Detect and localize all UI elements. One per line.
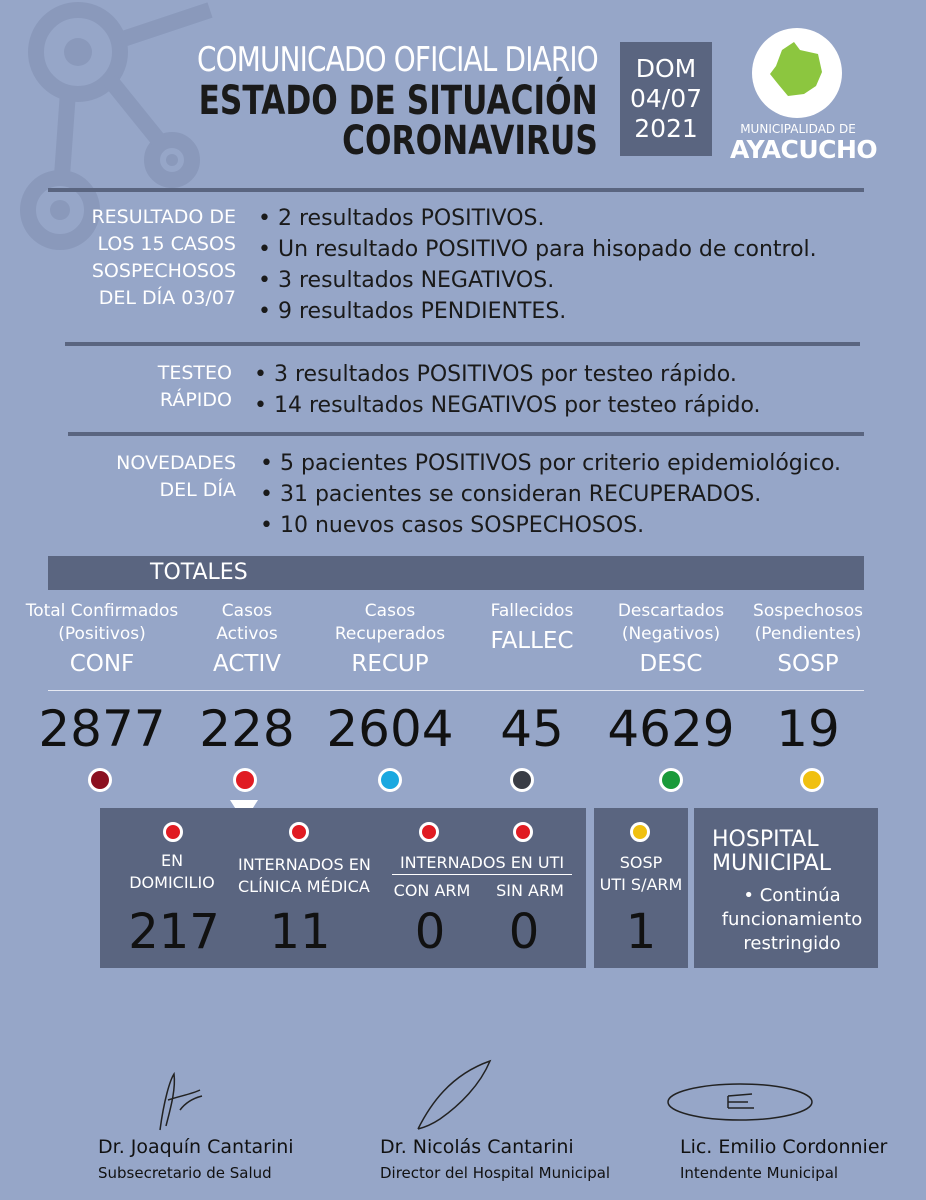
recup-status-dot (378, 768, 402, 792)
total-recup-value: 2604 (326, 700, 454, 758)
activ-status-dot (233, 768, 257, 792)
fallec-status-dot (510, 768, 534, 792)
con-arm-value: 0 (414, 904, 446, 960)
header-line3: CORONAVIRUS (342, 118, 598, 164)
con-arm-dot (419, 822, 439, 842)
desc-status-dot (659, 768, 683, 792)
list-item: • 3 resultados POSITIVOS por testeo rápido. (254, 359, 761, 390)
signature-mark (140, 1060, 220, 1140)
sin-arm-value: 0 (508, 904, 540, 960)
clinica-dot (289, 822, 309, 842)
signature-name-2: Dr. Nicolás Cantarini (380, 1136, 574, 1158)
date-day-month: 04/07 (629, 84, 703, 113)
date-year: 2021 (634, 114, 698, 143)
domicilio-value: 217 (128, 904, 220, 960)
uti-title: INTERNADOS EN UTI (399, 853, 565, 872)
total-activ-header: Casos Activos ACTIV (213, 601, 281, 677)
header-line2: ESTADO DE SITUACIÓN (198, 78, 598, 124)
total-desc-value: 4629 (607, 700, 735, 758)
total-conf-value: 2877 (38, 700, 166, 758)
total-recup-header: Casos Recuperados RECUP (334, 601, 446, 677)
sin-arm-label: SIN ARM (496, 881, 564, 900)
divider (48, 188, 864, 192)
signature-role-3: Intendente Municipal (680, 1164, 839, 1182)
header-line1: COMUNICADO OFICIAL DIARIO (197, 40, 598, 80)
logo-line2: AYACUCHO (730, 135, 878, 164)
section-label-results: RESULTADO DE LOS 15 CASOS SOSPECHOSOS DEL DÍA 03/07 (91, 206, 236, 309)
testeo-list (254, 359, 761, 421)
novedades-list (260, 448, 841, 541)
domicilio-label: EN DOMICILIO (129, 851, 215, 892)
totals-title: TOTALES (150, 560, 248, 585)
list-item: • 3 resultados NEGATIVOS. (258, 265, 817, 296)
divider (65, 342, 860, 346)
total-sosp-header: Sospechosos (Pendientes) SOSP (753, 601, 863, 677)
section-label-novedades: NOVEDADES DEL DÍA (116, 452, 236, 501)
sin-arm-dot (513, 822, 533, 842)
con-arm-label: CON ARM (393, 881, 471, 900)
map-icon (752, 28, 842, 118)
total-sosp-value: 19 (776, 700, 840, 758)
list-item: • 31 pacientes se consideran RECUPERADOS. (260, 479, 841, 510)
total-desc-header: Descartados (Negativos) DESC (617, 601, 725, 677)
logo-line1: MUNICIPALIDAD DE (740, 122, 856, 136)
list-item: • 2 resultados POSITIVOS. (258, 203, 817, 234)
section-label-testeo: TESTEO RÁPIDO (157, 362, 232, 411)
sosp-uti-value: 1 (625, 904, 657, 960)
signature-name-1: Dr. Joaquín Cantarini (98, 1136, 294, 1158)
date-day: DOM (635, 54, 697, 83)
clinica-label: INTERNADOS EN CLÍNICA MÉDICA (238, 855, 371, 896)
total-fallec-value: 45 (500, 700, 564, 758)
signature-role-2: Director del Hospital Municipal (380, 1164, 611, 1182)
municipality-logo (752, 28, 842, 118)
results-list (258, 203, 817, 327)
list-item: • 9 resultados PENDIENTES. (258, 296, 817, 327)
date-box (620, 42, 712, 156)
clinica-value: 11 (269, 904, 331, 960)
sosp-uti-dot (630, 822, 650, 842)
list-item: • 5 pacientes POSITIVOS por criterio epidemiológico. (260, 448, 841, 479)
totals-divider (48, 690, 864, 691)
sosp-uti-label: SOSP UTI S/ARM (599, 853, 683, 894)
uti-underline (392, 874, 572, 875)
list-item: • Un resultado POSITIVO para hisopado de control. (258, 234, 817, 265)
hospital-note: • Continúa funcionamiento restringido (721, 885, 863, 954)
domicilio-dot (163, 822, 183, 842)
signature-name-3: Lic. Emilio Cordonnier (680, 1136, 888, 1158)
signature-mark (662, 1078, 822, 1128)
signature-mark (410, 1055, 510, 1135)
hospital-title: HOSPITAL MUNICIPAL (712, 827, 832, 876)
list-item: • 14 resultados NEGATIVOS por testeo rápido. (254, 390, 761, 421)
signature-role-1: Subsecretario de Salud (98, 1164, 272, 1182)
total-activ-value: 228 (199, 700, 295, 758)
sosp-status-dot (800, 768, 824, 792)
list-item: • 10 nuevos casos SOSPECHOSOS. (260, 510, 841, 541)
conf-status-dot (88, 768, 112, 792)
total-conf-header: Total Confirmados (Positivos) CONF (25, 601, 179, 677)
divider (68, 432, 864, 436)
total-fallec-header: Fallecidos FALLEC (490, 601, 574, 654)
